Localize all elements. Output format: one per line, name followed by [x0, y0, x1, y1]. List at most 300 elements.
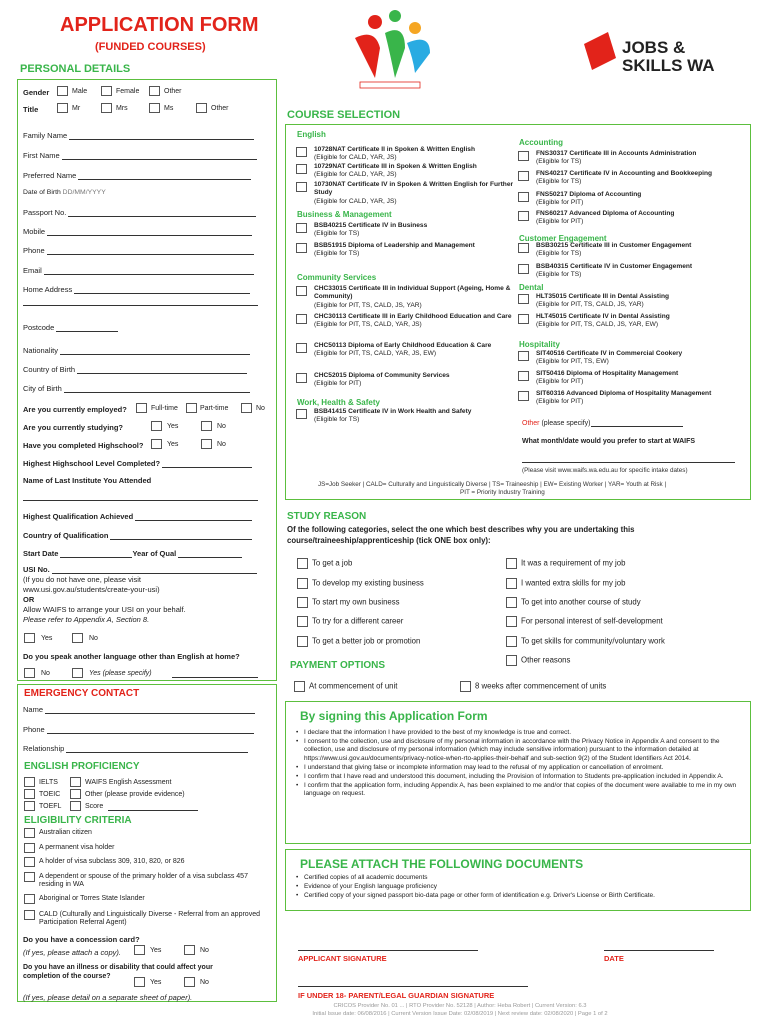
study-reason-option[interactable] [506, 597, 641, 608]
declaration-item: • I confirm that the application form, including Appendix A, has been explained to me and/or that copies of the document were available to me in my own language on request. [296, 782, 744, 798]
study-reason-option[interactable] [297, 597, 400, 608]
usi-yes-label: Yes [41, 635, 53, 642]
course-eligibility: (Eligible for TS) [314, 230, 360, 238]
course-title: SIT50416 Diploma of Hospitality Management [536, 370, 679, 377]
study-reason-option[interactable] [297, 558, 352, 569]
course-title: 10729NAT Certificate III in Spoken & Written English [314, 163, 477, 170]
start-date-label: Start Date [23, 549, 59, 558]
studying-no-label: No [217, 423, 226, 430]
employed-no-label: No [256, 405, 265, 412]
course-title: BSB30215 Certificate III in Customer Engagement [536, 242, 692, 249]
course-item[interactable] [314, 342, 519, 359]
course-checkbox[interactable] [296, 223, 307, 233]
date-label: DATE [604, 954, 624, 963]
course-item[interactable] [314, 285, 519, 310]
course-checkbox[interactable] [296, 147, 307, 157]
course-eligibility: (Eligible for PIT) [536, 398, 584, 406]
footer-line2: Initial Issue date: 06/08/2016 | Current Version Issue Date: 02/08/2019 | Next review date: 02/08/2020 | Page 1 of 2 [312, 1011, 608, 1017]
study-reason-label: To get into another course of study [521, 597, 641, 607]
family-name-field[interactable] [23, 131, 254, 140]
start-question: What month/date would you prefer to start at WAIFS [522, 438, 696, 445]
title-mrs-checkbox[interactable] [101, 103, 112, 113]
family-name-label: Family Name [23, 131, 68, 140]
gender-male-label: Male [72, 88, 88, 95]
declaration-item: • I declare that the information I have provided to the best of my knowledge is true and correct. [296, 729, 744, 737]
attach-item: • Certified copy of your signed passport bio-data page or other form of identification e.g. Driver's License or Birth Certificate. [296, 892, 744, 900]
concession-no-checkbox[interactable] [184, 945, 195, 955]
study-reason-option[interactable] [506, 616, 663, 627]
guardian-signature-line[interactable] [298, 986, 528, 987]
study-reason-option[interactable] [506, 655, 570, 666]
course-checkbox[interactable] [296, 182, 307, 192]
country-birth-label: Country of Birth [23, 365, 76, 374]
course-item[interactable] [314, 146, 519, 163]
nationality-label: Nationality [23, 346, 59, 355]
illness-question: Do you have an illness or disability that could affect your completion of the course? [23, 964, 213, 980]
country-qual-label: Country of Qualification [23, 531, 109, 540]
course-checkbox[interactable] [518, 314, 529, 324]
usi-note3: Allow WAIFS to arrange your USI on your behalf. [23, 605, 186, 614]
course-title: CHC30113 Certificate III in Early Childhood Education and Care [314, 313, 512, 320]
eligibility-checkbox[interactable] [24, 857, 35, 867]
date-line[interactable] [604, 950, 714, 951]
highschool-no-checkbox[interactable] [201, 439, 212, 449]
intake-note: (Please visit www.waifs.wa.edu.au for specific intake dates) [522, 467, 688, 474]
course-item[interactable] [536, 210, 751, 227]
toefl-label: TOEFL [39, 803, 62, 810]
legend-line1: JS=Job Seeker | CALD= Culturally and Linguistically Diverse | TS= Traineeship | EW= Existing Worker | YAR= Youth at Risk | [318, 481, 667, 488]
course-checkbox[interactable] [296, 164, 307, 174]
course-eligibility: (Eligible for PIT, TS, CALD, YAR, JS, EW) [314, 350, 437, 358]
employed-parttime-checkbox[interactable] [186, 403, 197, 413]
illness-note: (If yes, please detail on a separate sheet of paper). [23, 993, 193, 1002]
course-checkbox[interactable] [518, 264, 529, 274]
postcode-label: Postcode [23, 323, 55, 332]
payment-8weeks-option[interactable] [460, 681, 606, 692]
title-other-label: Other [211, 105, 229, 112]
course-title: BSB41415 Certificate IV in Work Health and Safety [314, 408, 472, 415]
mobile-label: Mobile [23, 227, 46, 236]
brand-line1: JOBS & [622, 38, 686, 57]
last-institute-line[interactable] [23, 500, 258, 501]
personal-heading: PERSONAL DETAILS [20, 63, 131, 75]
course-title: FNS60217 Advanced Diploma of Accounting [536, 210, 675, 217]
usi-field[interactable] [23, 565, 257, 574]
course-title: BSB40215 Certificate IV in Business [314, 222, 428, 229]
study-reason-label: To get skills for community/voluntary work [521, 636, 665, 646]
language-yes-label: Yes (please specify) [89, 670, 152, 677]
course-title: SIT40516 Certificate IV in Commercial Cookery [536, 350, 683, 357]
phone-field[interactable] [23, 246, 254, 255]
course-category-community: Community Services [297, 273, 377, 282]
course-item[interactable] [536, 263, 751, 280]
language-no-checkbox[interactable] [24, 668, 35, 678]
payment-commencement-label: At commencement of unit [309, 681, 398, 691]
course-item[interactable] [536, 293, 751, 310]
gender-male-checkbox[interactable] [57, 86, 68, 96]
title-mr-label: Mr [72, 105, 81, 112]
eligibility-checkbox[interactable] [24, 894, 35, 904]
usi-note4: Please refer to Appendix A, Section 8. [23, 615, 150, 624]
study-intro: Of the following categories, select the one which best describes why you are undertaking this course/traineeship/apprenticeship (tick ONE box only): [287, 525, 635, 545]
course-eligibility: (Eligible for TS) [314, 416, 360, 424]
payment-8weeks-checkbox[interactable] [460, 681, 471, 692]
highschool-yes-label: Yes [167, 441, 179, 448]
usi-note1: (If you do not have one, please visit [23, 575, 141, 584]
course-item[interactable] [536, 313, 751, 330]
dob-placeholder: DD/MM/YYYY [62, 189, 106, 196]
course-title: FNS30317 Certificate III in Accounts Administration [536, 150, 697, 157]
waifs-logo [335, 8, 440, 93]
title-mr-checkbox[interactable] [57, 103, 68, 113]
english-heading: ENGLISH PROFICIENCY [24, 761, 140, 772]
course-title: 10730NAT Certificate IV in Spoken & Written English for Further Study [314, 181, 514, 197]
ielts-checkbox[interactable] [24, 777, 35, 787]
course-title: 10728NAT Certificate II in Spoken & Written English [314, 146, 475, 153]
concession-note: (If yes, please attach a copy). [23, 948, 121, 957]
email-field[interactable] [23, 266, 254, 275]
waifs-assessment-label: WAIFS English Assessment [85, 779, 172, 786]
eligibility-label: A holder of visa subclass 309, 310, 820, or 826 [39, 858, 185, 865]
title-ms-label: Ms [164, 105, 174, 112]
course-category-business: Business & Management [297, 210, 392, 219]
course-checkbox[interactable] [518, 243, 529, 253]
usi-no-checkbox[interactable] [72, 633, 83, 643]
declaration-item: • I confirm that I have read and understood this document, including the Provision of Information to Students pre-application included in Appendix A. [296, 773, 744, 781]
highest-qual-field[interactable] [23, 512, 252, 521]
course-checkbox[interactable] [296, 343, 307, 353]
course-eligibility: (Eligible for TS) [314, 250, 360, 258]
study-reason-label: To try for a different career [312, 616, 404, 626]
payment-commencement-checkbox[interactable] [294, 681, 305, 692]
usi-no-label: No [89, 635, 98, 642]
country-qual-field[interactable] [23, 531, 252, 540]
gender-other-checkbox[interactable] [149, 86, 160, 96]
language-question: Do you speak another language other than English at home? [23, 652, 240, 661]
study-heading: STUDY REASON [287, 511, 367, 522]
highschool-question: Have you completed Highschool? [23, 441, 144, 450]
eligibility-checkbox[interactable] [24, 910, 35, 920]
emergency-phone-label: Phone [23, 725, 45, 734]
study-reason-checkbox[interactable] [297, 616, 308, 627]
usi-or: OR [23, 595, 35, 604]
course-checkbox[interactable] [296, 286, 307, 296]
course-item[interactable] [536, 170, 751, 187]
course-eligibility: (Eligible for CALD, YAR, JS) [314, 171, 397, 179]
phone-label: Phone [23, 246, 45, 255]
study-reason-checkbox[interactable] [506, 616, 517, 627]
course-title: CHC50113 Diploma of Early Childhood Education & Care [314, 342, 492, 349]
course-item[interactable] [314, 313, 519, 330]
toefl-checkbox[interactable] [24, 801, 35, 811]
course-checkbox[interactable] [518, 171, 529, 181]
study-reason-option[interactable] [506, 636, 665, 647]
nationality-field[interactable] [23, 346, 250, 355]
course-eligibility: (Eligible for PIT) [536, 199, 584, 207]
course-title: SIT60316 Advanced Diploma of Hospitality Management [536, 390, 712, 397]
course-item[interactable] [536, 370, 751, 387]
score-line[interactable] [108, 803, 198, 811]
guardian-signature-label: IF UNDER 18- PARENT/LEGAL GUARDIAN SIGNATURE [298, 991, 495, 1000]
emergency-relationship-label: Relationship [23, 744, 65, 753]
attach-item: • Certified copies of all academic documents [296, 874, 744, 882]
eligibility-heading: ELIGIBILITY CRITERIA [24, 815, 132, 826]
start-date-field[interactable] [23, 549, 242, 558]
study-reason-label: To get a job [312, 558, 353, 568]
form-title: APPLICATION FORM [60, 14, 259, 36]
study-reason-option[interactable] [506, 558, 625, 569]
eligibility-label: A permanent visa holder [39, 844, 115, 851]
study-reason-label: To develop my existing business [312, 578, 424, 588]
course-title: FNS50217 Diploma of Accounting [536, 191, 642, 198]
course-eligibility: (Eligible for TS) [536, 271, 582, 279]
payment-8weeks-label: 8 weeks after commencement of units [475, 681, 607, 691]
employed-fulltime-label: Full-time [151, 405, 178, 412]
mobile-field[interactable] [23, 227, 252, 236]
last-institute-label: Name of Last Institute You Attended [23, 476, 152, 485]
course-eligibility: (Eligible for PIT) [314, 380, 362, 388]
ielts-label: IELTS [39, 779, 58, 786]
course-title: BSB51915 Diploma of Leadership and Management [314, 242, 475, 249]
emergency-relationship-field[interactable] [23, 744, 248, 753]
employed-question: Are you currently employed? [23, 405, 127, 414]
course-eligibility: (Eligible for TS) [536, 178, 582, 186]
course-checkbox[interactable] [296, 373, 307, 383]
applicant-signature-line[interactable] [298, 950, 478, 951]
hs-level-field[interactable] [23, 459, 252, 468]
study-reason-checkbox[interactable] [297, 578, 308, 589]
illness-yes-label: Yes [150, 979, 162, 986]
highschool-no-label: No [217, 441, 226, 448]
course-item[interactable] [314, 222, 519, 239]
course-title: CHC33015 Certificate III in Individual Support (Ageing, Home & Community) [314, 285, 511, 301]
course-eligibility: (Eligible for PIT) [536, 378, 584, 386]
course-item[interactable] [536, 350, 751, 367]
study-reason-option[interactable] [297, 636, 420, 647]
studying-question: Are you currently studying? [23, 423, 124, 432]
signing-list [296, 729, 744, 800]
signing-heading: By signing this Application Form [300, 709, 488, 723]
course-title: HLT35015 Certificate III in Dental Assisting [536, 293, 670, 300]
title-ms-checkbox[interactable] [149, 103, 160, 113]
concession-yes-label: Yes [150, 947, 162, 954]
course-checkbox[interactable] [518, 151, 529, 161]
payment-heading: PAYMENT OPTIONS [290, 660, 386, 671]
course-eligibility: (Eligible for PIT, TS, CALD, JS, YAR) [314, 301, 422, 309]
eligibility-checkbox[interactable] [24, 872, 35, 882]
employed-parttime-label: Part-time [200, 405, 229, 412]
form-subtitle: (FUNDED COURSES) [95, 41, 206, 53]
score-label: Score [85, 803, 104, 810]
jobs-skills-logo [580, 30, 620, 72]
study-reason-checkbox[interactable] [506, 578, 517, 589]
course-title: HLT45015 Certificate IV in Dental Assisting [536, 313, 670, 320]
course-eligibility: (Eligible for TS) [536, 158, 582, 166]
payment-commencement-option[interactable] [294, 681, 397, 692]
studying-yes-label: Yes [167, 423, 179, 430]
study-reason-checkbox[interactable] [297, 636, 308, 647]
other-evidence-label: Other (please provide evidence) [85, 791, 185, 798]
course-item[interactable] [536, 150, 751, 167]
dob-label: Date of Birth [23, 189, 61, 196]
course-heading: COURSE SELECTION [287, 109, 401, 121]
studying-yes-checkbox[interactable] [151, 421, 162, 431]
study-reason-label: For personal interest of self-development [521, 616, 663, 626]
attach-heading: PLEASE ATTACH THE FOLLOWING DOCUMENTS [300, 857, 584, 871]
study-reason-label: To start my own business [312, 597, 400, 607]
emergency-name-field[interactable] [23, 705, 255, 714]
gender-label: Gender [23, 88, 50, 97]
course-category-dental: Dental [519, 283, 544, 292]
gender-female-label: Female [116, 88, 140, 95]
employed-no-checkbox[interactable] [241, 403, 252, 413]
title-label: Title [23, 105, 39, 114]
course-eligibility: (Eligible for CALD, YAR, JS) [314, 154, 397, 162]
other-course-label: Other [522, 420, 540, 427]
emergency-phone-field[interactable] [23, 725, 254, 734]
study-reason-checkbox[interactable] [506, 597, 517, 608]
hs-level-label: Highest Highschool Level Completed? [23, 459, 161, 468]
course-category-hospitality: Hospitality [519, 340, 560, 349]
first-name-field[interactable] [23, 151, 257, 160]
illness-no-checkbox[interactable] [184, 977, 195, 987]
preferred-name-label: Preferred Name [23, 171, 77, 180]
concession-no-label: No [200, 947, 209, 954]
first-name-label: First Name [23, 151, 60, 160]
course-item[interactable] [536, 242, 751, 259]
preferred-name-field[interactable] [23, 171, 251, 180]
study-reason-checkbox[interactable] [506, 655, 517, 666]
title-mrs-label: Mrs [116, 105, 128, 112]
course-checkbox[interactable] [518, 211, 529, 221]
course-item[interactable] [314, 163, 519, 180]
eligibility-label: Aboriginal or Torres State Islander [39, 895, 145, 902]
course-checkbox[interactable] [296, 243, 307, 253]
passport-field[interactable] [23, 208, 256, 217]
score-checkbox[interactable] [70, 801, 81, 811]
illness-no-label: No [200, 979, 209, 986]
toeic-checkbox[interactable] [24, 789, 35, 799]
course-category-english: English [297, 130, 326, 139]
usi-note2: www.usi.gov.au/students/create-your-usi) [23, 585, 160, 594]
illness-yes-checkbox[interactable] [134, 977, 145, 987]
dob-field[interactable] [23, 189, 106, 196]
legend-line2: PIT = Priority Industry Training [460, 489, 545, 496]
eligibility-label: Australian citizen [39, 829, 92, 836]
attach-item: • Evidence of your English language proficiency [296, 883, 744, 891]
address-line2[interactable] [23, 305, 258, 306]
home-address-field[interactable] [23, 285, 250, 294]
passport-label: Passport No. [23, 208, 67, 217]
country-birth-field[interactable] [23, 365, 247, 374]
course-checkbox[interactable] [518, 192, 529, 202]
course-checkbox[interactable] [518, 371, 529, 381]
language-specify-line[interactable] [172, 670, 258, 678]
email-label: Email [23, 266, 42, 275]
course-eligibility: (Eligible for TS) [536, 250, 582, 258]
course-eligibility: (Eligible for CALD, YAR, JS) [314, 197, 397, 205]
other-course-field[interactable] [522, 419, 683, 427]
course-item[interactable] [536, 191, 751, 208]
emergency-heading: EMERGENCY CONTACT [24, 688, 140, 699]
study-reason-label: It was a requirement of my job [521, 558, 626, 568]
course-eligibility: (Eligible for PIT, TS, CALD, YAR, JS) [314, 321, 422, 329]
studying-no-checkbox[interactable] [201, 421, 212, 431]
home-address-label: Home Address [23, 285, 73, 294]
highschool-yes-checkbox[interactable] [151, 439, 162, 449]
brand-line2: SKILLS WA [622, 56, 715, 75]
title-other-checkbox[interactable] [196, 103, 207, 113]
study-reason-option[interactable] [506, 578, 625, 589]
course-eligibility: (Eligible for PIT, TS, CALD, JS, YAR, EW) [536, 321, 659, 329]
start-answer-line[interactable] [522, 462, 735, 463]
study-reason-checkbox[interactable] [297, 597, 308, 608]
postcode-field[interactable] [23, 323, 118, 332]
usi-label: USI No. [23, 565, 50, 574]
course-title: FNS40217 Certificate IV in Accounting and Bookkeeping [536, 170, 712, 177]
study-reason-label: Other reasons [521, 655, 571, 665]
course-eligibility: (Eligible for PIT, TS, CALD, JS, YAR) [536, 301, 644, 309]
study-reason-checkbox[interactable] [506, 636, 517, 647]
course-title: CHC52015 Diploma of Community Services [314, 372, 450, 379]
eligibility-label: CALD (Culturally and Linguistically Diverse - Referral from an approved Participation Referral Agent) [39, 911, 260, 926]
highest-qual-label: Highest Qualification Achieved [23, 512, 134, 521]
course-category-whs: Work, Health & Safety [297, 398, 380, 407]
study-reason-checkbox[interactable] [506, 558, 517, 569]
course-checkbox[interactable] [518, 351, 529, 361]
study-reason-label: I wanted extra skills for my job [521, 578, 626, 588]
attach-list [296, 874, 744, 902]
course-checkbox[interactable] [518, 294, 529, 304]
study-reason-checkbox[interactable] [297, 558, 308, 569]
course-eligibility: (Eligible for PIT, TS, EW) [536, 358, 609, 366]
usi-yes-checkbox[interactable] [24, 633, 35, 643]
course-item[interactable] [314, 242, 519, 259]
eligibility-checkbox[interactable] [24, 843, 35, 853]
study-reason-label: To get a better job or promotion [312, 636, 421, 646]
study-reason-option[interactable] [297, 578, 424, 589]
concession-question: Do you have a concession card? [23, 935, 140, 944]
other-course-note: (please specify) [541, 420, 591, 427]
course-item[interactable] [314, 372, 519, 389]
footer-line1: CRICOS Provider No. 01 ... | RTO Provider No. 52128 | Author: Heba Robert | Current Version: 6.3 [333, 1003, 587, 1009]
gender-other-label: Other [164, 88, 182, 95]
course-checkbox[interactable] [296, 409, 307, 419]
employed-fulltime-checkbox[interactable] [136, 403, 147, 413]
city-birth-field[interactable] [23, 384, 250, 393]
course-checkbox[interactable] [296, 314, 307, 324]
declaration-item: • I understand that giving false or incomplete information may lead to the refusal of my application or cancellation of enrolment. [296, 764, 744, 772]
concession-yes-checkbox[interactable] [134, 945, 145, 955]
course-item[interactable] [314, 408, 519, 425]
eligibility-label: A dependent or spouse of the primary holder of a visa subclass 457 residing in WA [39, 873, 248, 888]
course-title: BSB40315 Certificate IV in Customer Engagement [536, 263, 693, 270]
waifs-assessment-checkbox[interactable] [70, 777, 81, 787]
other-evidence-checkbox[interactable] [70, 789, 81, 799]
applicant-signature-label: APPLICANT SIGNATURE [298, 954, 387, 963]
declaration-item: • I consent to the collection, use and disclosure of my personal information in accordance with the Privacy Notice in Appendix A and consent to the collection, use and disclosure of my personal information (which may include sensitive information) pursuant to the information detailed at https://www.usi.gov.au/documents/privacy-notice-when-rto-applies-their-behalf and sub-section 9(2) of the Student Identifiers Act 2014. [296, 738, 744, 763]
study-reason-option[interactable] [297, 616, 403, 627]
city-birth-label: City of Birth [23, 384, 62, 393]
course-item[interactable] [536, 390, 751, 407]
language-yes-checkbox[interactable] [72, 668, 83, 678]
gender-female-checkbox[interactable] [101, 86, 112, 96]
course-eligibility: (Eligible for PIT) [536, 218, 584, 226]
toeic-label: TOEIC [39, 791, 61, 798]
course-checkbox[interactable] [518, 391, 529, 401]
course-item[interactable] [314, 181, 519, 206]
eligibility-checkbox[interactable] [24, 828, 35, 838]
